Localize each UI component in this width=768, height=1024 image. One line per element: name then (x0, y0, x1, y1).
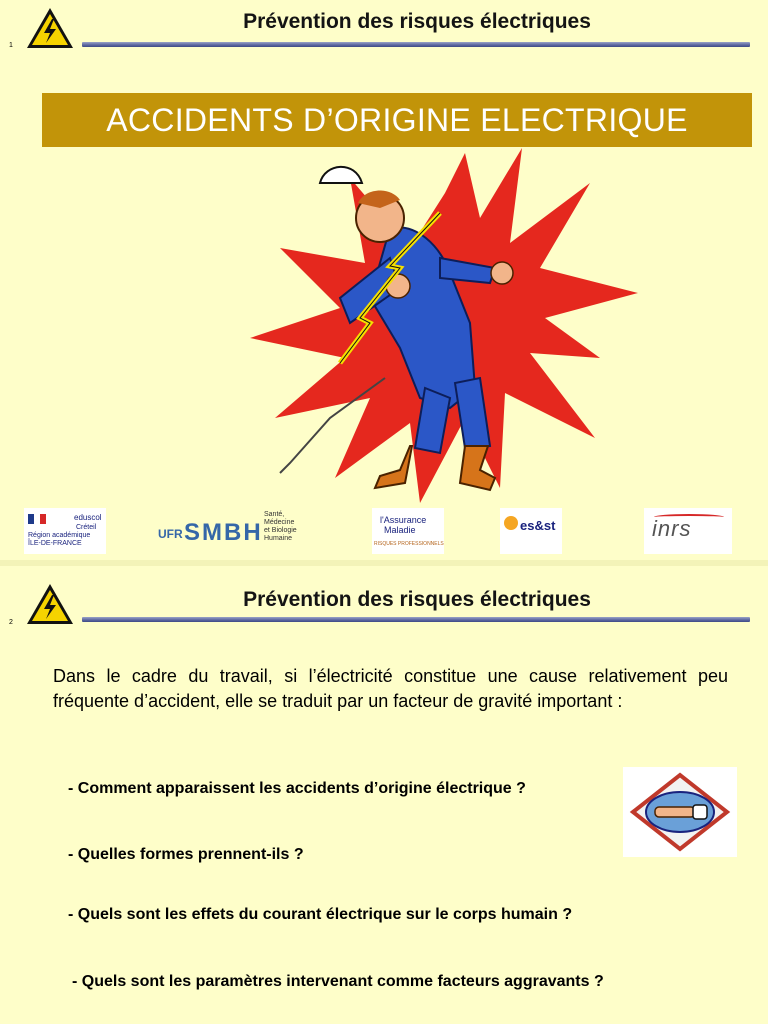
assurance-maladie-logo: l'Assurance Maladie RISQUES PROFESSIONNELS (372, 508, 444, 554)
inrs-logo: inrs (644, 508, 732, 554)
question-item: - Quels sont les effets du courant électrique sur le corps humain ? (68, 906, 573, 923)
injury-clipart-icon (623, 767, 737, 857)
header-title: Prévention des risques électriques (243, 10, 591, 33)
intro-paragraph: Dans le cadre du travail, si l’électricité constitue une cause relativement peu fréquente d’accident, elle se traduit par un facteur de gravité important : (53, 666, 728, 711)
header-title: Prévention des risques électriques (243, 588, 591, 611)
question-item: - Quelles formes prennent-ils ? (68, 846, 304, 863)
electric-hazard-icon (25, 6, 75, 50)
electrocution-illustration (240, 148, 650, 508)
electric-hazard-icon (25, 582, 75, 626)
question-item: - Quels sont les paramètres intervenant comme facteurs aggravants ? (72, 973, 604, 990)
header-rule (82, 42, 750, 47)
essst-logo: es&st (500, 508, 562, 554)
header-rule (82, 617, 750, 622)
question-item: - Comment apparaissent les accidents d’origine électrique ? (68, 780, 526, 797)
slide-title: ACCIDENTS D’ORIGINE ELECTRIQUE (42, 93, 752, 147)
slide-2 (0, 566, 768, 1024)
ufr-smbh-logo: UFR SMBH Santé, Médecine et Biologie Humaine (158, 511, 297, 546)
region-academique-logo: Région académique ÎLE-DE-FRANCE eduscol Créteil (24, 508, 106, 554)
slide-number: 1 (9, 42, 13, 49)
slide-number: 2 (9, 619, 13, 626)
